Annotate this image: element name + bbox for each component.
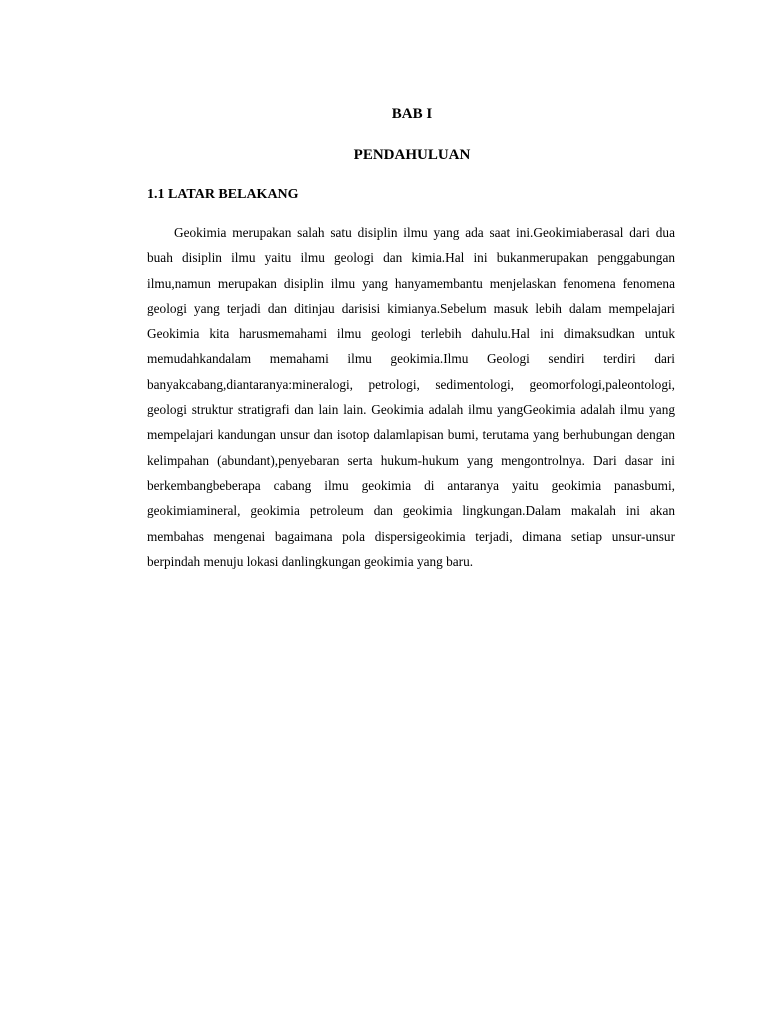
chapter-title: PENDAHULUAN <box>353 147 471 163</box>
body-paragraph: Geokimia merupakan salah satu disiplin ilmu yang ada saat ini.Geokimiaberasal dari dua buah disiplin ilmu yaitu ilmu geologi dan kimia.Hal ini bukanmerupakan penggabungan ilmu,namun merupakan disiplin ilmu yang hanyamembantu menjelaskan fenomena fenomena geologi yang terjadi dan ditinjau darisisi kimianya.Sebelum masuk lebih dalam mempelajari Geokimia kita harusmemahami ilmu geologi terlebih dahulu.Hal ini dimaksudkan untuk memudahkandalam memahami ilmu geokimia.Ilmu Geologi sendiri terdiri dari banyakcabang,diantaranya:mineralogi, petrologi, sedimentologi, geomorfologi,paleontologi, geologi struktur stratigrafi dan lain lain. Geokimia adalah ilmu yangGeokimia adalah ilmu yang mempelajari kandungan unsur dan isotop dalamlapisan bumi, terutama yang berhubungan dengan kelimpahan (abundant),penyebaran serta hukum-hukum yang mengontrolnya. Dari dasar ini berkembangbeberapa cabang ilmu geokimia di antaranya yaitu geokimia panasbumi, geokimiamineral, geokimia petroleum dan geokimia lingkungan.Dalam makalah ini akan membahas mengenai bagaimana pola dispersigeokimia terjadi, dimana setiap unsur-unsur berpindah menuju lokasi danlingkungan geokimia yang baru. <box>147 225 675 569</box>
chapter-label: BAB I <box>391 106 433 122</box>
section-heading: 1.1 LATAR BELAKANG <box>147 187 299 202</box>
